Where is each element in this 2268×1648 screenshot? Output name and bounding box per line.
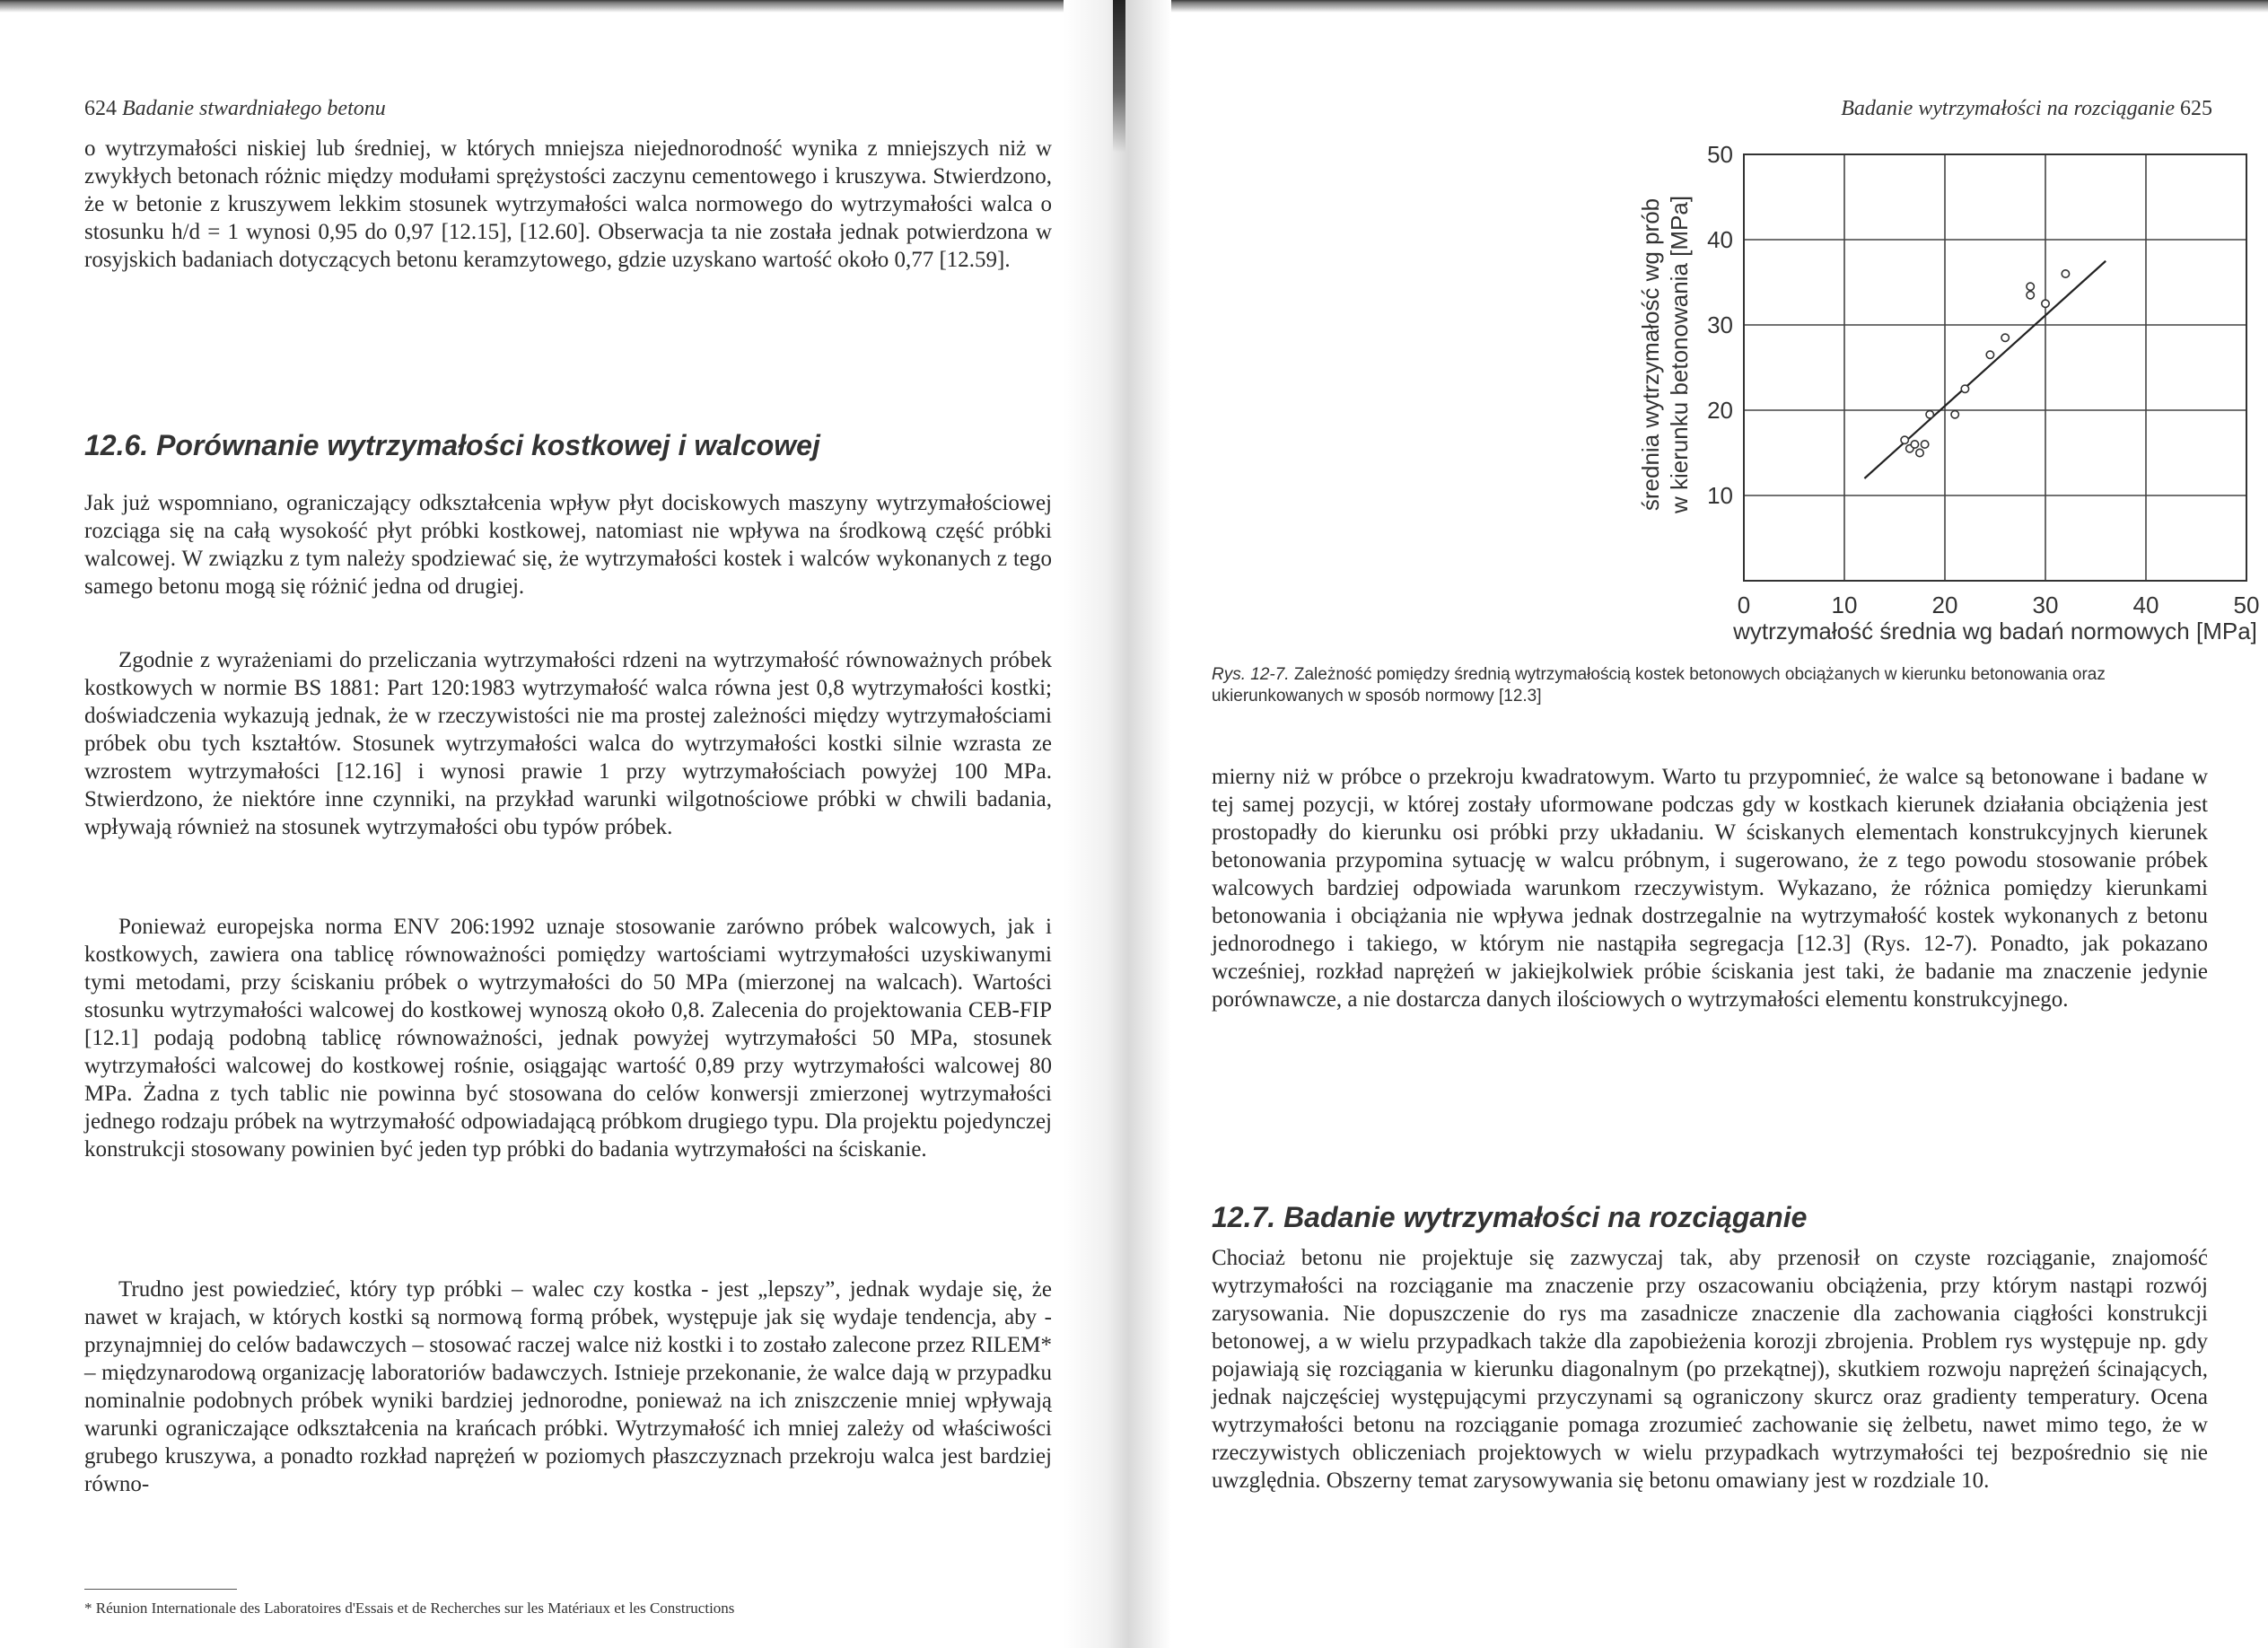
left-running-title: Badanie stwardniałego betonu — [122, 97, 386, 120]
x-tick-label: 0 — [1737, 592, 1751, 618]
data-point — [1916, 449, 1923, 456]
data-point — [2001, 334, 2009, 341]
x-tick-label: 10 — [1831, 592, 1858, 618]
fit-line — [1864, 261, 2106, 478]
data-point — [2042, 300, 2049, 307]
data-point — [1911, 441, 1918, 448]
paragraph-3: Ponieważ europejska norma ENV 206:1992 uznaje stosowanie zarówno próbek walcowych, jak i kostkowych, zawiera ona tablicę równoważności pomiędzy wartościami wytrzymałości uzyskiwanymi tymi metodami, przy ściskaniu próbek o wytrzymałości do 50 MPa (mierzonej na walcach). Wartości stosunku wytrzymałości walcowej do kostkowej wynoszą około 0,8. Zalecenia do projektowania CEB-FIP [12.1] podają podobną tablicę równoważności, jednak powyżej wytrzymałości 50 MPa, stosunek wytrzymałości walcowej do kostkowej rośnie, osiągając wartość 0,89 przy wytrzymałości walcowej 80 MPa. Żadna z tych tablic nie powinna być stosowana do celów konwersji zmierzonej wytrzymałości jednego rodzaju próbek na wytrzymałość odpowiadającą próbkom drugiego typu. Dla projektu pojedynczej konstrukcji stosowany powinien być jeden typ próbki do badania wytrzymałości na ściskanie. — [84, 915, 1052, 1161]
paragraph-1: Jak już wspomniano, ograniczający odkształcenia wpływ płyt dociskowych maszyny wytrzymałościowej rozciąga się na całą wysokość płyt próbki kostkowej, natomiast nie wpływa na środkową część próbki walcowej. W związku z tym należy spodziewać się, że wytrzymałości kostek i walców wykonanych z tego samego betonu mogą się różnić jedna od drugiej. — [84, 491, 1052, 599]
data-point — [1986, 351, 1993, 358]
data-point — [1921, 441, 1928, 448]
right-running-title: Badanie wytrzymałości na rozciąganie — [1841, 97, 2175, 120]
right-running-head — [1841, 97, 2212, 121]
figure-caption-label: Rys. 12-7. — [1212, 665, 1290, 684]
x-tick-labels — [1738, 592, 2260, 618]
fit-line-group — [1864, 261, 2106, 478]
paragraph-4: Trudno jest powiedzieć, który typ próbki – walec czy kostka - jest „lepszy”, jednak wydaje się, że nawet w krajach, w których kostki są normową formą próbek, występuje jak się wydaje tendencja, aby - przynajmniej do celów badawczych – stosować raczej walce niż kostki i to zostało zalecone przez RILEM* – międzynarodową organizację laboratoriów badawczych. Istnieje przekonanie, że walce dają w przypadku nominalnie podobnych próbek wyniki bardziej jednorodne, ponieważ na ich zniszczenie mniej wpływają warunki ograniczające odkształcenia na krańcach próbki. Wytrzymałość ich mniej zależy od właściwości grubego kruszywa, a ponadto rozkład naprężeń w poziomych płaszczyznach przekroju walca jest bardziej równo- — [84, 1277, 1052, 1496]
plot-border — [1744, 154, 2246, 581]
data-points — [1901, 270, 2070, 457]
chart-frame — [1744, 154, 2246, 581]
y-axis-label-line-1: średnia wytrzymałość wg prób — [1637, 197, 1664, 512]
right-page — [1158, 0, 2268, 1648]
paragraph-2: Zgodnie z wyrażeniami do przeliczania wytrzymałości rdzeni na wytrzymałość równoważnych próbek kostkowych w normie BS 1881: Part 120:1983 wytrzymałość walca równa jest 0,8 wytrzymałości kostki; doświadczenia wykazują jednak, że w rzeczywistości nie ma prostej zależności między wytrzymałościami próbek obu tych kształtów. Stosunek wytrzymałości walca do wytrzymałości kostki silnie wzrasta ze wzrostem wytrzymałości [12.16] i wynosi prawie 1 przy wytrzymałościach powyżej 100 MPa. Stwierdzono, że niektóre inne czynniki, na przykład warunki wilgotnościowe próbki w chwili badania, wpływają również na stosunek wytrzymałości obu typów próbek. — [84, 648, 1052, 839]
scatter-chart — [1364, 135, 2262, 655]
data-point — [2062, 270, 2069, 277]
section-heading-12-7: 12.7. Badanie wytrzymałości na rozciąganie — [1212, 1201, 1808, 1233]
y-tick-label: 50 — [1707, 141, 1733, 168]
y-tick-label: 30 — [1707, 311, 1733, 338]
data-point — [1961, 385, 1968, 392]
x-tick-label: 20 — [1931, 592, 1958, 618]
x-tick-label: 50 — [2233, 592, 2260, 618]
footnote-rule — [84, 1589, 237, 1590]
y-tick-label: 10 — [1707, 482, 1733, 509]
x-tick-label: 30 — [2032, 592, 2059, 618]
data-point — [1901, 436, 1908, 443]
section-heading-12-6: 12.6. Porównanie wytrzymałości kostkowej i walcowej — [84, 429, 820, 461]
left-running-head — [84, 97, 386, 121]
y-tick-labels — [1707, 141, 1733, 509]
gutter-shadow — [1113, 0, 1125, 153]
data-point — [2027, 292, 2034, 299]
section-paragraph: Chociaż betonu nie projektuje się zazwyczaj tak, aby przenosił on czyste rozciąganie, znajomość wytrzymałości na rozciąganie ma znaczenie przy oszacowaniu obciążenia, przy którym nastąpi rozwój zarysowania. Nie dopuszczenie do rys ma zasadnicze znaczenie dla zachowania ciągłości konstrukcji betonowej, a w wielu przypadkach także dla zapobieżenia korozji zbrojenia. Problem rys występuje np. gdy pojawiają się rozciągania w kierunku diagonalnym (po przekątnej), skutkiem rozwoju naprężeń ścinających, jednak najczęściej występującymi przyczynami są ograniczony skurcz oraz gradienty temperatury. Ocena wytrzymałości betonu na rozciąganie pomaga zrozumieć zachowanie się żelbetu, nawet mimo tego, że w rzeczywistych obliczeniach projektowych w wielu przypadkach wytrzymałości tej bezpośrednio się nie uwzględnia. Obszerny temat zarysowywania się betonu omawiany jest w rozdziale 10. — [1212, 1246, 2208, 1493]
right-page-number: 625 — [2180, 97, 2212, 120]
data-point — [1926, 411, 1933, 418]
y-tick-label: 40 — [1707, 226, 1733, 253]
x-tick-label: 40 — [2132, 592, 2159, 618]
figure-caption — [1212, 664, 2217, 707]
continuation-paragraph: mierny niż w próbce o przekroju kwadratowym. Warto tu przypomnieć, że walce są betonowane i badane w tej samej pozycji, w której zostały uformowane podczas gdy w kostkach kierunek działania obciążenia jest prostopadły do kierunku osi próbki przy układaniu. W ściskanych elementach konstrukcyjnych kierunek betonowania przypomina sytuację w walcu próbnym, i sugerowano, że z tego powodu stosowanie próbek walcowych bardziej odpowiada warunkom rzeczywistym. Wykazano, że różnica pomiędzy kierunkami betonowania i obciążania nie wpływa jednak dostrzegalnie na wytrzymałość kostek wykonanych z betonu jednorodnego i takiego, w którym nie nastąpiła segregacja [12.3] (Rys. 12-7). Ponadto, jak pokazano wcześniej, rozkład naprężeń w jakiejkolwiek próbie ściskania jest taki, że badanie ma znaczenie jedynie porównawcze, a nie dostarcza danych ilościowych o wytrzymałości elementu konstrukcyjnego. — [1212, 765, 2208, 1012]
chart-grid — [1744, 154, 2246, 581]
data-point — [1951, 411, 1958, 418]
left-page — [0, 0, 1077, 1648]
book-gutter — [1064, 0, 1171, 1648]
y-tick-label: 20 — [1707, 397, 1733, 424]
figure-caption-text: Zależność pomiędzy średnią wytrzymałością kostek betonowych obciążanych w kierunku betonowania oraz ukierunkowanych w sposób normowy [12.3] — [1212, 665, 2106, 706]
intro-paragraph: o wytrzymałości niskiej lub średniej, w których mniejsza niejednorodność wynika z mniejszych niż w zwykłych betonach różnic między modułami sprężystości zaczynu cementowego i kruszywa. Stwierdzono, że w betonie z kruszywem lekkim stosunek wytrzymałości walca normowego do wytrzymałości walca o stosunku h/d = 1 wynosi 0,95 do 0,97 [12.15], [12.60]. Obserwacja ta nie została jednak potwierdzona w rosyjskich badaniach dotyczących betonu keramzytowego, gdzie uzyskano wartość około 0,77 [12.59]. — [84, 136, 1052, 272]
footnote: * Réunion Internationale des Laboratoires d'Essais et de Recherches sur les Matériaux et les Constructions — [84, 1600, 735, 1617]
y-axis-label-line-2: w kierunku betonowania [MPa] — [1666, 195, 1693, 514]
data-point — [2027, 283, 2034, 290]
left-page-number: 624 — [84, 97, 117, 120]
x-axis-label: wytrzymałość średnia wg badań normowych [MPa] — [1733, 618, 2257, 644]
